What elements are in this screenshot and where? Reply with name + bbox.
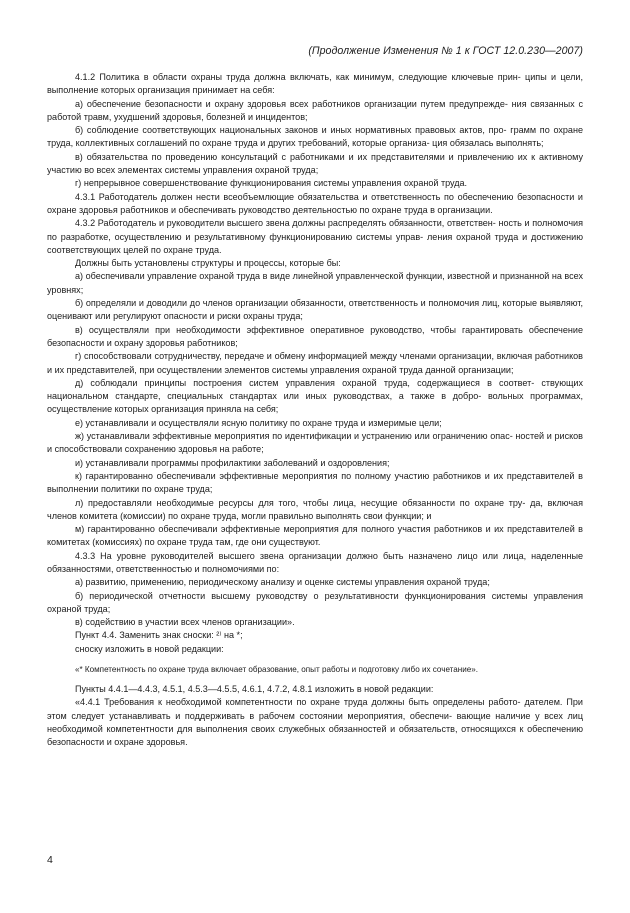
- list-item-v: в) обязательства по проведению консультаций с работниками и их представителями и привлечению их к активному участию во всех элементах системы управления охраной труда;: [47, 151, 583, 176]
- list-item: б) периодической отчетности высшему руководству о результативности функционирования системы управления охраной труда;: [47, 590, 583, 614]
- list-item-g: г) непрерывное совершенствование функционирования системы управления охраной труда.: [75, 178, 468, 189]
- paragraph-4-3-3: 4.3.3 На уровне руководителей высшего звена организации должно быть назначено лицо или лица, наделенные обязанностями, ответственностью и полномочиями по:: [47, 550, 583, 574]
- list-item: е) устанавливали и осуществляли ясную политику по охране труда и измеримые цели;: [75, 417, 442, 428]
- list-item: б) определяли и доводили до членов организации обязанности, ответственность и полномочия лиц, которые выявляют, оценивают или регулируют опасности и риски охраны труда;: [47, 298, 583, 322]
- footnote-spacer: [47, 656, 583, 664]
- list-item: к) гарантированно обеспечивали эффективные мероприятия по полному участию работников и их представителей в выполнении политики по охране труда;: [47, 470, 583, 495]
- list-item: и) устанавливали программы профилактики заболеваний и оздоровления;: [75, 457, 390, 468]
- list-item: в) осуществляли при необходимости эффективное оперативное руководство, чтобы гарантировать обеспечение безопасности и охрану здоровья работников;: [47, 324, 583, 348]
- list-item: в) содействию в участии всех членов организации».: [75, 617, 295, 628]
- list-item: д) соблюдали принципы построения систем управления охраной труда, содержащиеся в соответ- ствующих национальном стандарте, специальных стандартах или иных руководствах, а также в добро- вольных программах, осуществление которых организация приняла на себя;: [47, 377, 583, 415]
- list-item: а) обеспечивали управление охраной труда в виде линейной управленческой функции, известной и признанной на всех уровнях;: [47, 271, 583, 295]
- list-item: ж) устанавливали эффективные мероприятия по идентификации и устранению или ограничению опас- ностей и рисков и способствовали сохранению здоровья на работе;: [47, 431, 583, 455]
- footnote-text: «* Компетентность по охране труда включает образование, опыт работы и подготовку либо их сочетание».: [75, 665, 479, 675]
- list-item: а) развитию, применению, периодическому анализу и оценке системы управления охраной труда;: [75, 577, 490, 588]
- paragraph-structures: Должны быть установлены структуры и процессы, которые бы:: [75, 258, 341, 269]
- paragraph-4-3-1: 4.3.1 Работодатель должен нести всеобъемлющие обязательства и ответственность по обеспечению безопасности и охране здоровья работников и обеспечивать руководство деятельностью по охране труда в организации.: [47, 191, 583, 215]
- list-item-a: а) обеспечение безопасности и охрану здоровья всех работников организации путем предупрежде- ния связанных с работой травм, ухудшений здоровья, болезней и инцидентов;: [47, 98, 583, 122]
- page-header: (Продолжение Изменения № 1 к ГОСТ 12.0.230—2007): [308, 45, 583, 57]
- paragraph-4-1-2: 4.1.2 Политика в области охраны труда должна включать, как минимум, следующие ключевые прин- ципы и цели, выполнение которых организация принимает на себя:: [47, 72, 583, 96]
- list-item-b: б) соблюдение соответствующих национальных законов и иных нормативных правовых актов, про- грамм по охране труда, коллективных соглашений по охране труда и других требований, которые организа- ция обязалась выполнять;: [47, 125, 583, 149]
- paragraph-footnote-new: сноску изложить в новой редакции:: [75, 643, 224, 654]
- page-number: 4: [47, 854, 53, 866]
- paragraph-footnote-change: Пункт 4.4. Заменить знак сноски: ²⁾ на *;: [75, 630, 243, 641]
- list-item: г) способствовали сотрудничеству, передаче и обмену информацией между членами организации, включая работников и их представителей, при осуществлении элементов системы управления охраной труда данной организации;: [47, 351, 583, 375]
- list-item: л) предоставляли необходимые ресурсы для того, чтобы лица, несущие обязанности по охране тру- да, включая членов комитета (комиссии) по охране труда, могли правильно выполнять свои функции; и: [47, 497, 583, 521]
- list-item: м) гарантированно обеспечивали эффективные мероприятия для полного участия работников и их представителей в комитетах (комиссиях) по охране труда там, где они существуют.: [47, 524, 583, 548]
- paragraph-4-4-1: «4.4.1 Требования к необходимой компетентности по охране труда должны быть определены работо- дателем. При этом следует устанавливать и поддерживать в рабочем состоянии мероприятия, обеспечи- вающие наличие у всех лиц необходимой компетентности для выполнения своих служебных обязанностей и обязательств, относящихся к обеспечению безопасности и охране здоровья.: [47, 697, 583, 748]
- paragraph-4-3-2: 4.3.2 Работодатель и руководители высшего звена должны распределять обязанности, ответствен- ность и полномочия по разработке, осуществлению и результативному функционированию системы управ- ления охраной труда и достижению соответствующих целей по охране труда.: [47, 218, 583, 255]
- document-body: [47, 71, 583, 750]
- paragraph-items-list: Пункты 4.4.1—4.4.3, 4.5.1, 4.5.3—4.5.5, 4.6.1, 4.7.2, 4.8.1 изложить в новой редакции:: [75, 684, 434, 695]
